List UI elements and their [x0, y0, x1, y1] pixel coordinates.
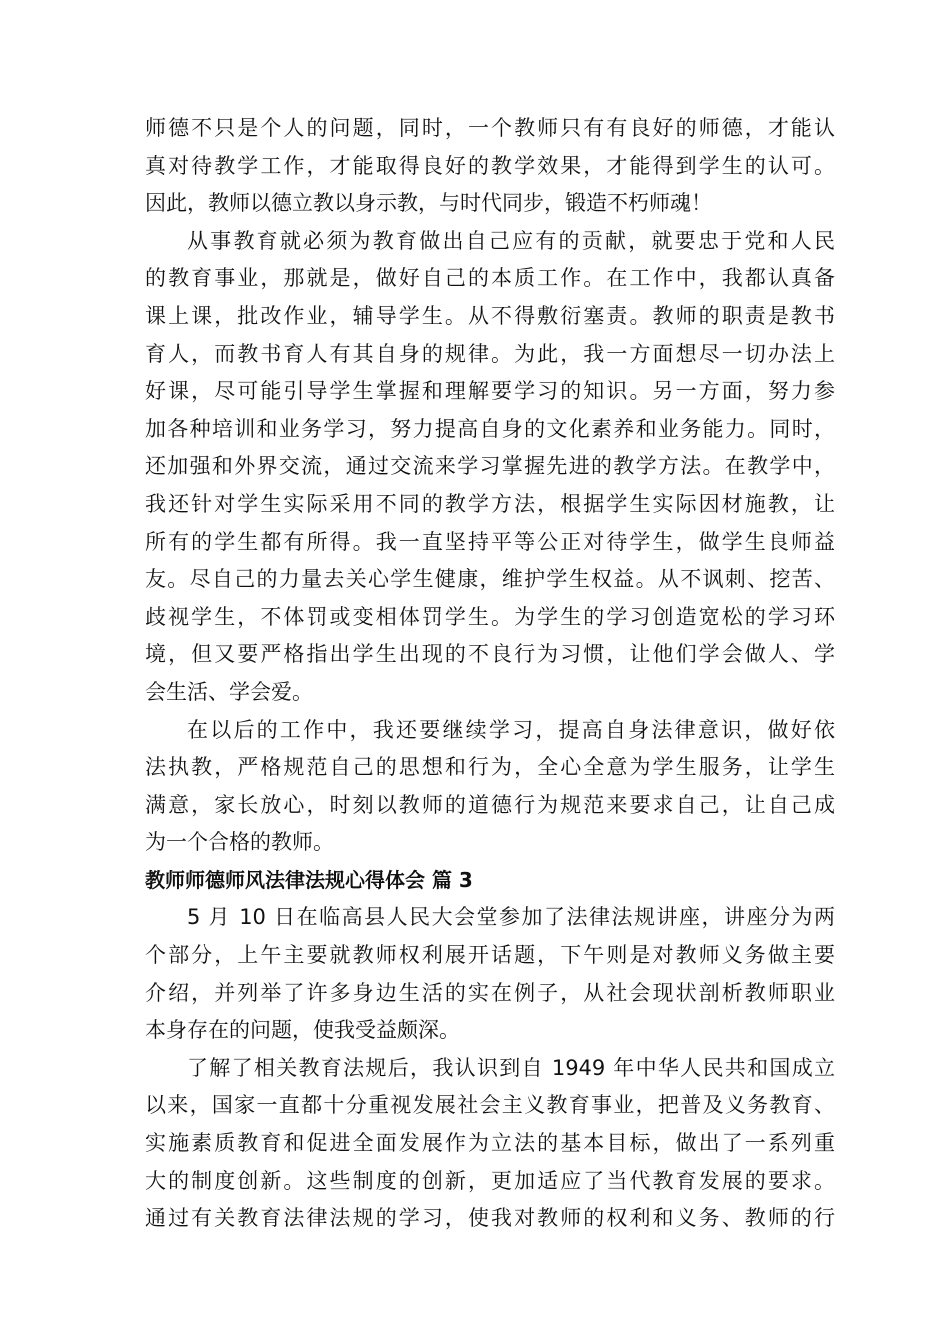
text-line: 歧视学生，不体罚或变相体罚学生。为学生的学习创造宽松的学习环 [145, 604, 835, 629]
text-line: 5 月 10 日在临高县人民大会堂参加了法律法规讲座，讲座分为两 [187, 905, 835, 930]
text-line: 加各种培训和业务学习，努力提高自身的文化素养和业务能力。同时， [145, 416, 835, 441]
section-heading: 教师师德师风法律法规心得体会 篇 3 [145, 867, 473, 892]
text-line: 因此，教师以德立教以身示教，与时代同步，锻造不朽师魂！ [145, 191, 712, 216]
text-line: 还加强和外界交流，通过交流来学习掌握先进的教学方法。在教学中， [145, 454, 835, 479]
text-line: 本身存在的问题，使我受益颇深。 [145, 1018, 460, 1043]
text-line: 所有的学生都有所得。我一直坚持平等公正对待学生，做学生良师益 [145, 529, 835, 554]
paragraph [145, 223, 835, 712]
text-line: 课上课，批改作业，辅导学生。从不得敷衍塞责。教师的职责是教书 [145, 303, 835, 328]
text-line: 了解了相关教育法规后，我认识到自 1949 年中华人民共和国成立 [187, 1055, 835, 1080]
text-line: 友。尽自己的力量去关心学生健康，维护学生权益。从不讽刺、挖苦、 [145, 567, 835, 592]
paragraph [145, 1050, 835, 1238]
text-line: 大的制度创新。这些制度的创新，更加适应了当代教育发展的要求。 [145, 1168, 835, 1193]
text-line: 从事教育就必须为教育做出自己应有的贡献，就要忠于党和人民 [187, 228, 835, 253]
text-line: 的教育事业，那就是，做好自己的本质工作。在工作中，我都认真备 [145, 266, 835, 291]
text-line: 以来，国家一直都十分重视发展社会主义教育事业，把普及义务教育、 [145, 1093, 835, 1118]
paragraph [145, 899, 835, 1049]
text-line: 育人，而教书育人有其自身的规律。为此，我一方面想尽一切办法上 [145, 341, 835, 366]
text-line: 境，但又要严格指出学生出现的不良行为习惯，让他们学会做人、学 [145, 642, 835, 667]
text-line: 通过有关教育法律法规的学习，使我对教师的权利和义务、教师的行 [145, 1206, 835, 1231]
text-line: 法执教，严格规范自己的思想和行为，全心全意为学生服务，让学生 [145, 755, 835, 780]
text-line: 真对待教学工作，才能取得良好的教学效果，才能得到学生的认可。 [145, 153, 835, 178]
paragraph [145, 110, 835, 223]
text-line: 会生活、学会爱。 [145, 679, 313, 704]
document-body [145, 110, 835, 1238]
text-line: 在以后的工作中，我还要继续学习，提高自身法律意识，做好依 [187, 717, 835, 742]
text-line: 我还针对学生实际采用不同的教学方法，根据学生实际因材施教，让 [145, 491, 835, 516]
paragraph [145, 712, 835, 862]
text-line: 实施素质教育和促进全面发展作为立法的基本目标，做出了一系列重 [145, 1131, 835, 1156]
text-line: 介绍，并列举了许多身边生活的实在例子，从社会现状剖析教师职业 [145, 980, 835, 1005]
text-line: 师德不只是个人的问题，同时，一个教师只有有良好的师德，才能认 [145, 116, 835, 140]
text-line: 为一个合格的教师。 [145, 830, 334, 855]
text-line: 满意，家长放心，时刻以教师的道德行为规范来要求自己，让自己成 [145, 792, 835, 817]
text-line: 个部分，上午主要就教师权利展开话题，下午则是对教师义务做主要 [145, 943, 835, 968]
text-line: 好课，尽可能引导学生掌握和理解要学习的知识。另一方面，努力参 [145, 379, 835, 404]
